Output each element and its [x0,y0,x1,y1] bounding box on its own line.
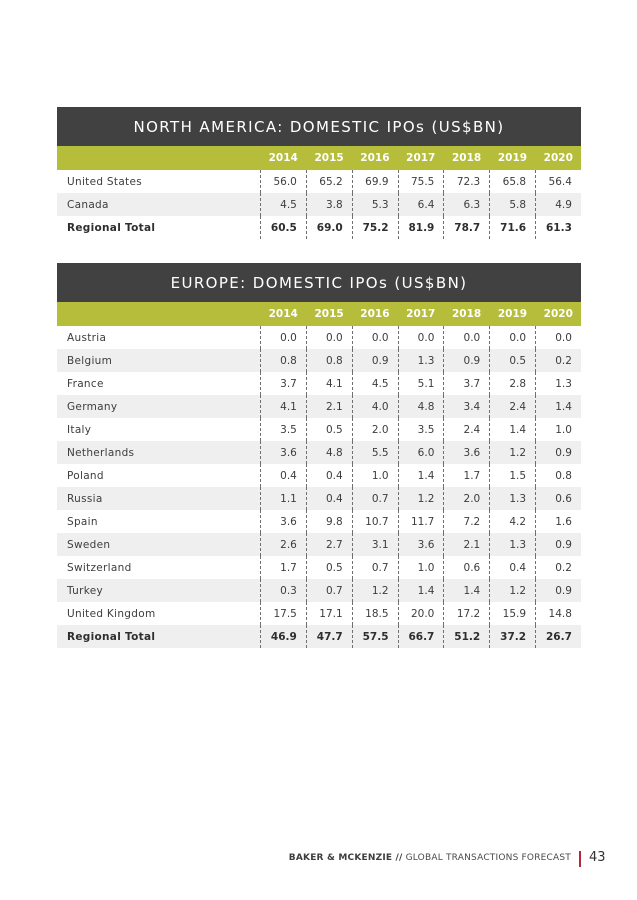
value-cell: 0.0 [443,326,489,349]
value-cell: 1.0 [535,418,581,441]
value-cell: 66.7 [398,625,444,648]
value-cell: 1.4 [489,418,535,441]
value-cell: 6.0 [398,441,444,464]
value-cell: 75.2 [352,216,398,239]
value-cell: 1.6 [535,510,581,533]
north-america-title: NORTH AMERICA: DOMESTIC IPOs (US$BN) [57,107,581,146]
year-header: 2014 [268,152,298,164]
table-row [57,349,581,372]
table-row [57,533,581,556]
value-cell: 0.7 [352,487,398,510]
footer-brand [289,853,571,863]
year-header: 2016 [360,308,390,320]
value-cell: 81.9 [398,216,444,239]
row-label: Poland [67,469,104,482]
header-spacer [57,302,260,326]
value-cell: 2.0 [443,487,489,510]
table-row [57,372,581,395]
value-cell: 4.5 [260,193,306,216]
value-cell: 3.7 [443,372,489,395]
value-cell: 0.0 [352,326,398,349]
value-cell: 0.0 [489,326,535,349]
value-cell: 1.2 [352,579,398,602]
value-cell: 1.4 [535,395,581,418]
value-cell: 7.2 [443,510,489,533]
table-row [57,326,581,349]
year-header: 2018 [451,308,482,320]
value-cell: 0.0 [398,326,444,349]
row-label: Spain [67,515,98,528]
value-cell: 0.4 [306,487,352,510]
value-cell: 57.5 [352,625,398,648]
value-cell: 0.9 [535,441,581,464]
value-cell: 2.4 [489,395,535,418]
row-label: Turkey [67,584,103,597]
year-header: 2015 [314,308,344,320]
value-cell: 4.1 [306,372,352,395]
table-row [57,441,581,464]
value-cell: 1.7 [443,464,489,487]
table-row [57,464,581,487]
value-cell: 0.9 [535,533,581,556]
value-cell: 0.4 [260,464,306,487]
row-label: Regional Total [67,630,156,643]
value-cell: 0.6 [443,556,489,579]
value-cell: 11.7 [398,510,444,533]
table-row [57,602,581,625]
value-cell: 1.3 [398,349,444,372]
value-cell: 5.8 [489,193,535,216]
page-footer [0,851,637,867]
value-cell: 18.5 [352,602,398,625]
value-cell: 1.2 [489,579,535,602]
value-cell: 0.5 [489,349,535,372]
value-cell: 0.7 [352,556,398,579]
row-label: Russia [67,492,103,505]
value-cell: 2.7 [306,533,352,556]
value-cell: 2.1 [306,395,352,418]
value-cell: 0.9 [535,579,581,602]
value-cell: 0.7 [306,579,352,602]
year-header: 2019 [497,152,528,164]
row-label: Canada [67,198,109,211]
row-label: France [67,377,104,390]
north-america-rows [57,170,581,239]
value-cell: 20.0 [398,602,444,625]
publication-name: GLOBAL TRANSACTIONS FORECAST [402,853,571,863]
year-header: 2017 [406,308,436,320]
value-cell: 3.7 [260,372,306,395]
value-cell: 2.6 [260,533,306,556]
value-cell: 56.4 [535,170,581,193]
value-cell: 6.3 [443,193,489,216]
table-row [57,579,581,602]
value-cell: 65.8 [489,170,535,193]
value-cell: 17.1 [306,602,352,625]
table-row [57,510,581,533]
value-cell: 37.2 [489,625,535,648]
value-cell: 3.4 [443,395,489,418]
europe-rows [57,326,581,648]
north-america-regional-total-row [57,216,581,239]
value-cell: 1.3 [489,487,535,510]
value-cell: 3.5 [398,418,444,441]
value-cell: 2.1 [443,533,489,556]
year-header: 2020 [543,308,573,320]
value-cell: 1.0 [398,556,444,579]
value-cell: 56.0 [260,170,306,193]
value-cell: 0.9 [352,349,398,372]
value-cell: 65.2 [306,170,352,193]
value-cell: 71.6 [489,216,535,239]
value-cell: 0.9 [443,349,489,372]
value-cell: 3.5 [260,418,306,441]
year-header: 2017 [406,152,436,164]
value-cell: 1.2 [398,487,444,510]
row-label: Germany [67,400,118,413]
row-label: Switzerland [67,561,132,574]
value-cell: 1.4 [398,579,444,602]
value-cell: 1.2 [489,441,535,464]
value-cell: 0.8 [260,349,306,372]
table-row [57,556,581,579]
table-row [57,193,581,216]
year-header: 2020 [543,152,573,164]
value-cell: 0.3 [260,579,306,602]
value-cell: 1.1 [260,487,306,510]
value-cell: 0.6 [535,487,581,510]
value-cell: 4.0 [352,395,398,418]
value-cell: 5.5 [352,441,398,464]
value-cell: 4.9 [535,193,581,216]
value-cell: 3.6 [260,441,306,464]
year-header: 2016 [360,152,390,164]
value-cell: 1.3 [535,372,581,395]
value-cell: 14.8 [535,602,581,625]
value-cell: 3.1 [352,533,398,556]
value-cell: 15.9 [489,602,535,625]
value-cell: 0.5 [306,556,352,579]
europe-year-header [57,302,581,326]
year-header: 2019 [497,308,528,320]
value-cell: 75.5 [398,170,444,193]
value-cell: 9.8 [306,510,352,533]
value-cell: 3.6 [443,441,489,464]
value-cell: 0.4 [306,464,352,487]
row-label: Netherlands [67,446,135,459]
row-label: United States [67,175,143,188]
value-cell: 46.9 [260,625,306,648]
europe-title: EUROPE: DOMESTIC IPOs (US$BN) [57,263,581,302]
value-cell: 4.5 [352,372,398,395]
value-cell: 6.4 [398,193,444,216]
value-cell: 60.5 [260,216,306,239]
value-cell: 0.0 [535,326,581,349]
value-cell: 0.5 [306,418,352,441]
page-number: 43 [589,850,606,865]
row-label: Sweden [67,538,111,551]
value-cell: 78.7 [443,216,489,239]
year-header: 2018 [451,152,482,164]
value-cell: 3.6 [260,510,306,533]
value-cell: 61.3 [535,216,581,239]
value-cell: 2.8 [489,372,535,395]
row-label: Belgium [67,354,113,367]
table-row [57,170,581,193]
value-cell: 47.7 [306,625,352,648]
value-cell: 1.3 [489,533,535,556]
value-cell: 69.0 [306,216,352,239]
value-cell: 1.5 [489,464,535,487]
value-cell: 1.7 [260,556,306,579]
row-label: Austria [67,331,107,344]
brand-name: BAKER & MCKENZIE // [288,853,403,863]
value-cell: 0.2 [535,349,581,372]
value-cell: 1.4 [398,464,444,487]
value-cell: 1.0 [352,464,398,487]
value-cell: 4.8 [306,441,352,464]
row-label: Italy [67,423,92,436]
value-cell: 3.8 [306,193,352,216]
value-cell: 0.4 [489,556,535,579]
table-row [57,395,581,418]
value-cell: 69.9 [352,170,398,193]
year-header: 2014 [268,308,298,320]
row-label: Regional Total [67,221,156,234]
value-cell: 2.4 [443,418,489,441]
value-cell: 5.3 [352,193,398,216]
row-label: United Kingdom [67,607,156,620]
value-cell: 0.8 [535,464,581,487]
value-cell: 10.7 [352,510,398,533]
footer-divider [579,851,581,867]
value-cell: 2.0 [352,418,398,441]
value-cell: 4.1 [260,395,306,418]
value-cell: 0.8 [306,349,352,372]
value-cell: 4.8 [398,395,444,418]
value-cell: 0.0 [306,326,352,349]
north-america-table [57,107,581,239]
value-cell: 17.5 [260,602,306,625]
table-row [57,487,581,510]
table-row [57,418,581,441]
value-cell: 4.2 [489,510,535,533]
value-cell: 72.3 [443,170,489,193]
year-header: 2015 [314,152,344,164]
value-cell: 3.6 [398,533,444,556]
header-spacer [57,146,260,170]
value-cell: 17.2 [443,602,489,625]
value-cell: 0.2 [535,556,581,579]
europe-table [57,263,581,648]
value-cell: 0.0 [260,326,306,349]
value-cell: 51.2 [443,625,489,648]
value-cell: 1.4 [443,579,489,602]
value-cell: 5.1 [398,372,444,395]
value-cell: 26.7 [535,625,581,648]
north-america-year-header [57,146,581,170]
europe-regional-total-row [57,625,581,648]
